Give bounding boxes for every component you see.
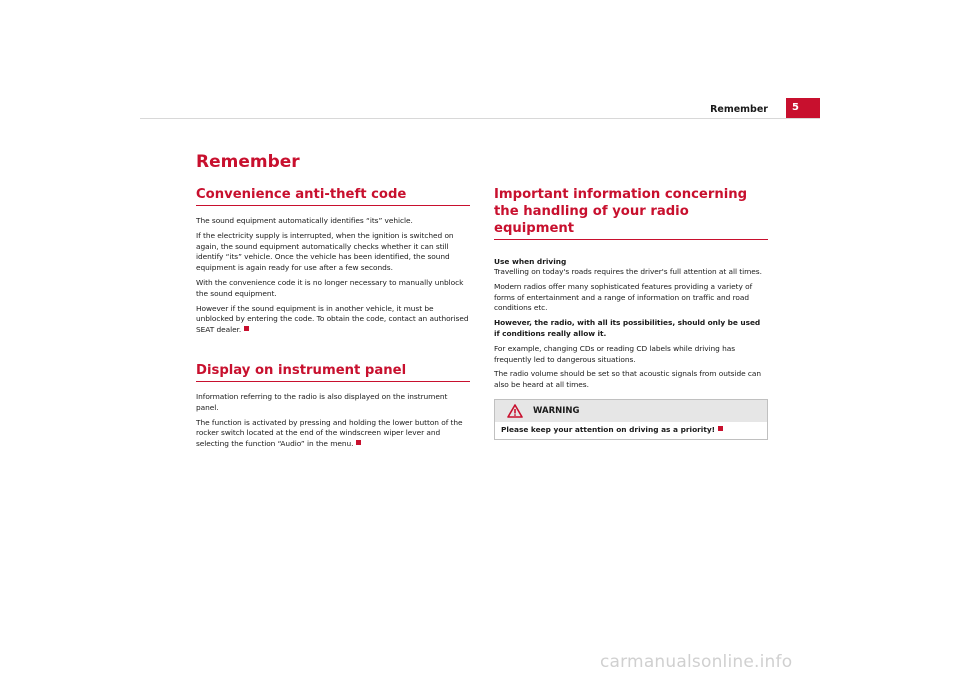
header-rule <box>140 118 820 119</box>
section-heading-display: Display on instrument panel <box>196 362 470 382</box>
right-column <box>494 186 768 440</box>
running-title: Remember <box>710 104 768 115</box>
warning-header <box>495 400 767 422</box>
end-mark-icon <box>244 326 249 331</box>
warning-text: Please keep your attention on driving as a priority! <box>501 424 716 434</box>
paragraph-text: However if the sound equipment is in another vehicle, it must be unblocked by entering the code. To obtain the code, contact an authorised SEAT dealer. <box>196 303 469 335</box>
paragraph-bold: However, the radio, with all its possibilities, should only be used if conditions really allow it. <box>494 318 761 338</box>
warning-body <box>495 422 767 439</box>
paragraph: With the convenience code it is no longer necessary to manually unblock the sound equipment. <box>196 277 464 298</box>
paragraph: Travelling on today's roads requires the driver's full attention at all times. <box>494 267 762 276</box>
paragraph: Information referring to the radio is also displayed on the instrument panel. <box>196 391 448 412</box>
subheading-use-when-driving: Use when driving <box>494 257 567 266</box>
paragraph: For example, changing CDs or reading CD labels while driving has frequently led to dangerous situations. <box>494 343 736 364</box>
warning-triangle-icon <box>507 404 523 418</box>
left-column <box>196 186 470 454</box>
warning-label: WARNING <box>533 405 580 416</box>
paragraph: If the electricity supply is interrupted, when the ignition is switched on again, the sound equipment automatically checks whether it can still identify “its” vehicle. Once the vehicle has been identified, the sound equipment is again ready for use after a few seconds. <box>196 230 454 273</box>
paragraph-with-end-mark <box>196 418 470 450</box>
end-mark-icon <box>718 426 723 431</box>
paragraph-text: The function is activated by pressing and holding the lower button of the rocker switch located at the end of the windscreen wiper lever and selecting the function “Audio” in the menu. <box>196 417 463 449</box>
end-mark-icon <box>356 440 361 445</box>
paragraph: The radio volume should be set so that acoustic signals from outside can also be heard at all times. <box>494 369 762 390</box>
section-heading-anti-theft: Convenience anti-theft code <box>196 186 470 206</box>
paragraph: Modern radios offer many sophisticated features providing a variety of forms of entertainment and a range of information on traffic and road conditions etc. <box>494 281 753 313</box>
chapter-title: Remember <box>196 152 300 172</box>
paragraph: The sound equipment automatically identifies “its” vehicle. <box>196 216 413 225</box>
section-heading-radio-info: Important information concerning the handling of your radio equipment <box>494 186 768 240</box>
watermark: carmanualsonline.info <box>600 652 793 672</box>
page-number: 5 <box>786 98 820 118</box>
warning-box <box>494 399 768 440</box>
paragraph-with-end-mark <box>196 304 470 336</box>
